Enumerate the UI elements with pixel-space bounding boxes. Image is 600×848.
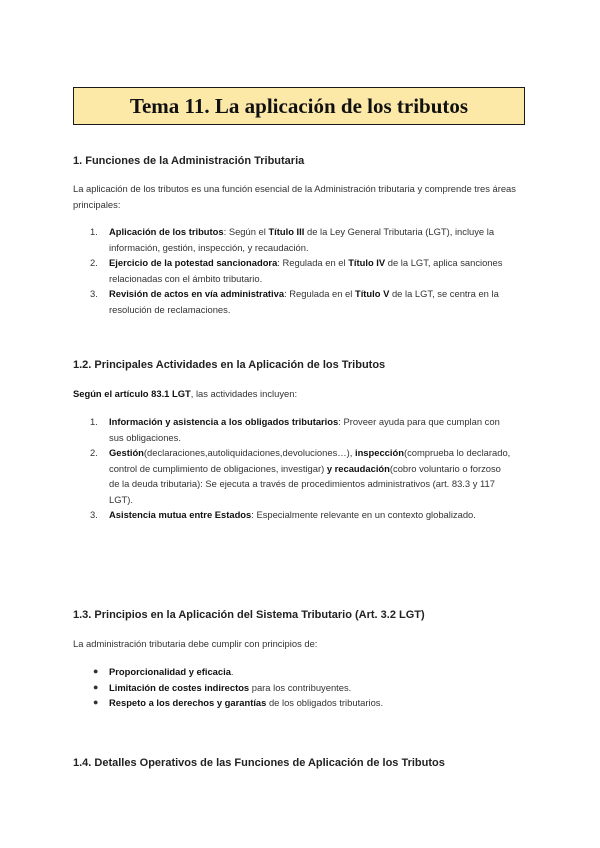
item-text: : Regulada en el [284, 288, 355, 299]
intro-text: , las actividades incluyen: [190, 388, 298, 399]
title-box [73, 87, 525, 125]
item-bold: Información y asistencia a los obligados tributarios [109, 416, 339, 427]
item-bold: Título IV [348, 257, 386, 268]
section-2-list [73, 414, 513, 523]
item-text: : Especialmente relevante en un contexto globalizado. [251, 509, 476, 520]
list-number: 1. [90, 226, 98, 237]
bullet-icon: ● [93, 681, 99, 692]
page-title: Tema 11. La aplicación de los tributos [129, 93, 469, 118]
item-text: (declaraciones,autoliquidaciones,devoluciones…), [143, 447, 355, 458]
list-item [73, 286, 513, 317]
item-bold: Título V [354, 288, 390, 299]
item-text: : Regulada en el [277, 257, 349, 268]
item-text: para los contribuyentes. [249, 681, 352, 693]
list-item [73, 255, 513, 286]
list-number: 2. [90, 257, 98, 268]
item-bold: Título III [268, 226, 305, 237]
item-text: de la Ley General Tributaria (LGT), incluye la información, gestión, inspección, y recaudación. [109, 226, 495, 253]
item-text: de los obligados tributarios. [266, 697, 384, 708]
section-3-intro: La administración tributaria debe cumplir con principios de: [73, 638, 318, 649]
section-1-heading: 1. Funciones de la Administración Tributaria [73, 155, 305, 167]
item-bold: Aplicación de los tributos [109, 226, 224, 237]
item-text: de la LGT, aplica sanciones relacionadas con el ámbito tributario. [109, 257, 503, 284]
section-3-heading: 1.3. Principios en la Aplicación del Sistema Tributario (Art. 3.2 LGT) [73, 609, 425, 621]
bullet-icon: ● [93, 666, 99, 676]
bullet-icon: ● [93, 697, 99, 707]
list-number: 3. [90, 509, 98, 520]
list-item [73, 680, 513, 696]
item-text: : Según el [223, 226, 269, 237]
item-bold: Proporcionalidad y eficacia [109, 666, 231, 677]
list-number: 1. [90, 416, 98, 427]
item-bold: Gestión [109, 447, 144, 458]
list-item [73, 664, 513, 680]
section-3-list [73, 664, 513, 711]
section-1-intro: La aplicación de los tributos es una función esencial de la Administración tributaria y comprende tres áreas principales: [73, 183, 516, 210]
list-item [73, 507, 513, 523]
item-bold: inspección [354, 447, 404, 458]
section-4-heading: 1.4. Detalles Operativos de las Funciones de Aplicación de los Tributos [73, 757, 445, 769]
list-number: 3. [90, 288, 98, 299]
item-bold: Revisión de actos en vía administrativa [109, 288, 285, 299]
item-text: (cobro voluntario o forzoso de la deuda tributaria): Se ejecuta a través de procedimientos administrativos (art. 83.3 y 117 LGT). [109, 462, 501, 505]
list-item [73, 445, 513, 507]
item-bold: Respeto a los derechos y garantías [109, 697, 267, 708]
section-2-intro [73, 386, 533, 402]
section-1-list [73, 224, 513, 317]
item-bold: Asistencia mutua entre Estados [109, 509, 252, 520]
intro-bold: Según el artículo 83.1 LGT [73, 388, 191, 399]
list-number: 2. [90, 447, 98, 458]
section-2-heading: 1.2. Principales Actividades en la Aplicación de los Tributos [73, 359, 386, 371]
item-text: . [230, 666, 234, 677]
list-item [73, 414, 513, 445]
item-bold: y recaudación [326, 462, 390, 474]
item-bold: Limitación de costes indirectos [109, 681, 250, 693]
list-item [73, 695, 513, 711]
item-text: de la LGT, se centra en la resolución de reclamaciones. [109, 288, 499, 315]
list-item [73, 224, 513, 255]
item-bold: Ejercicio de la potestad sancionadora [109, 257, 278, 268]
item-text: (comprueba lo declarado, control de cumplimiento de obligaciones, investigar) [109, 447, 511, 474]
item-text: : Proveer ayuda para que cumplan con sus obligaciones. [109, 416, 500, 443]
